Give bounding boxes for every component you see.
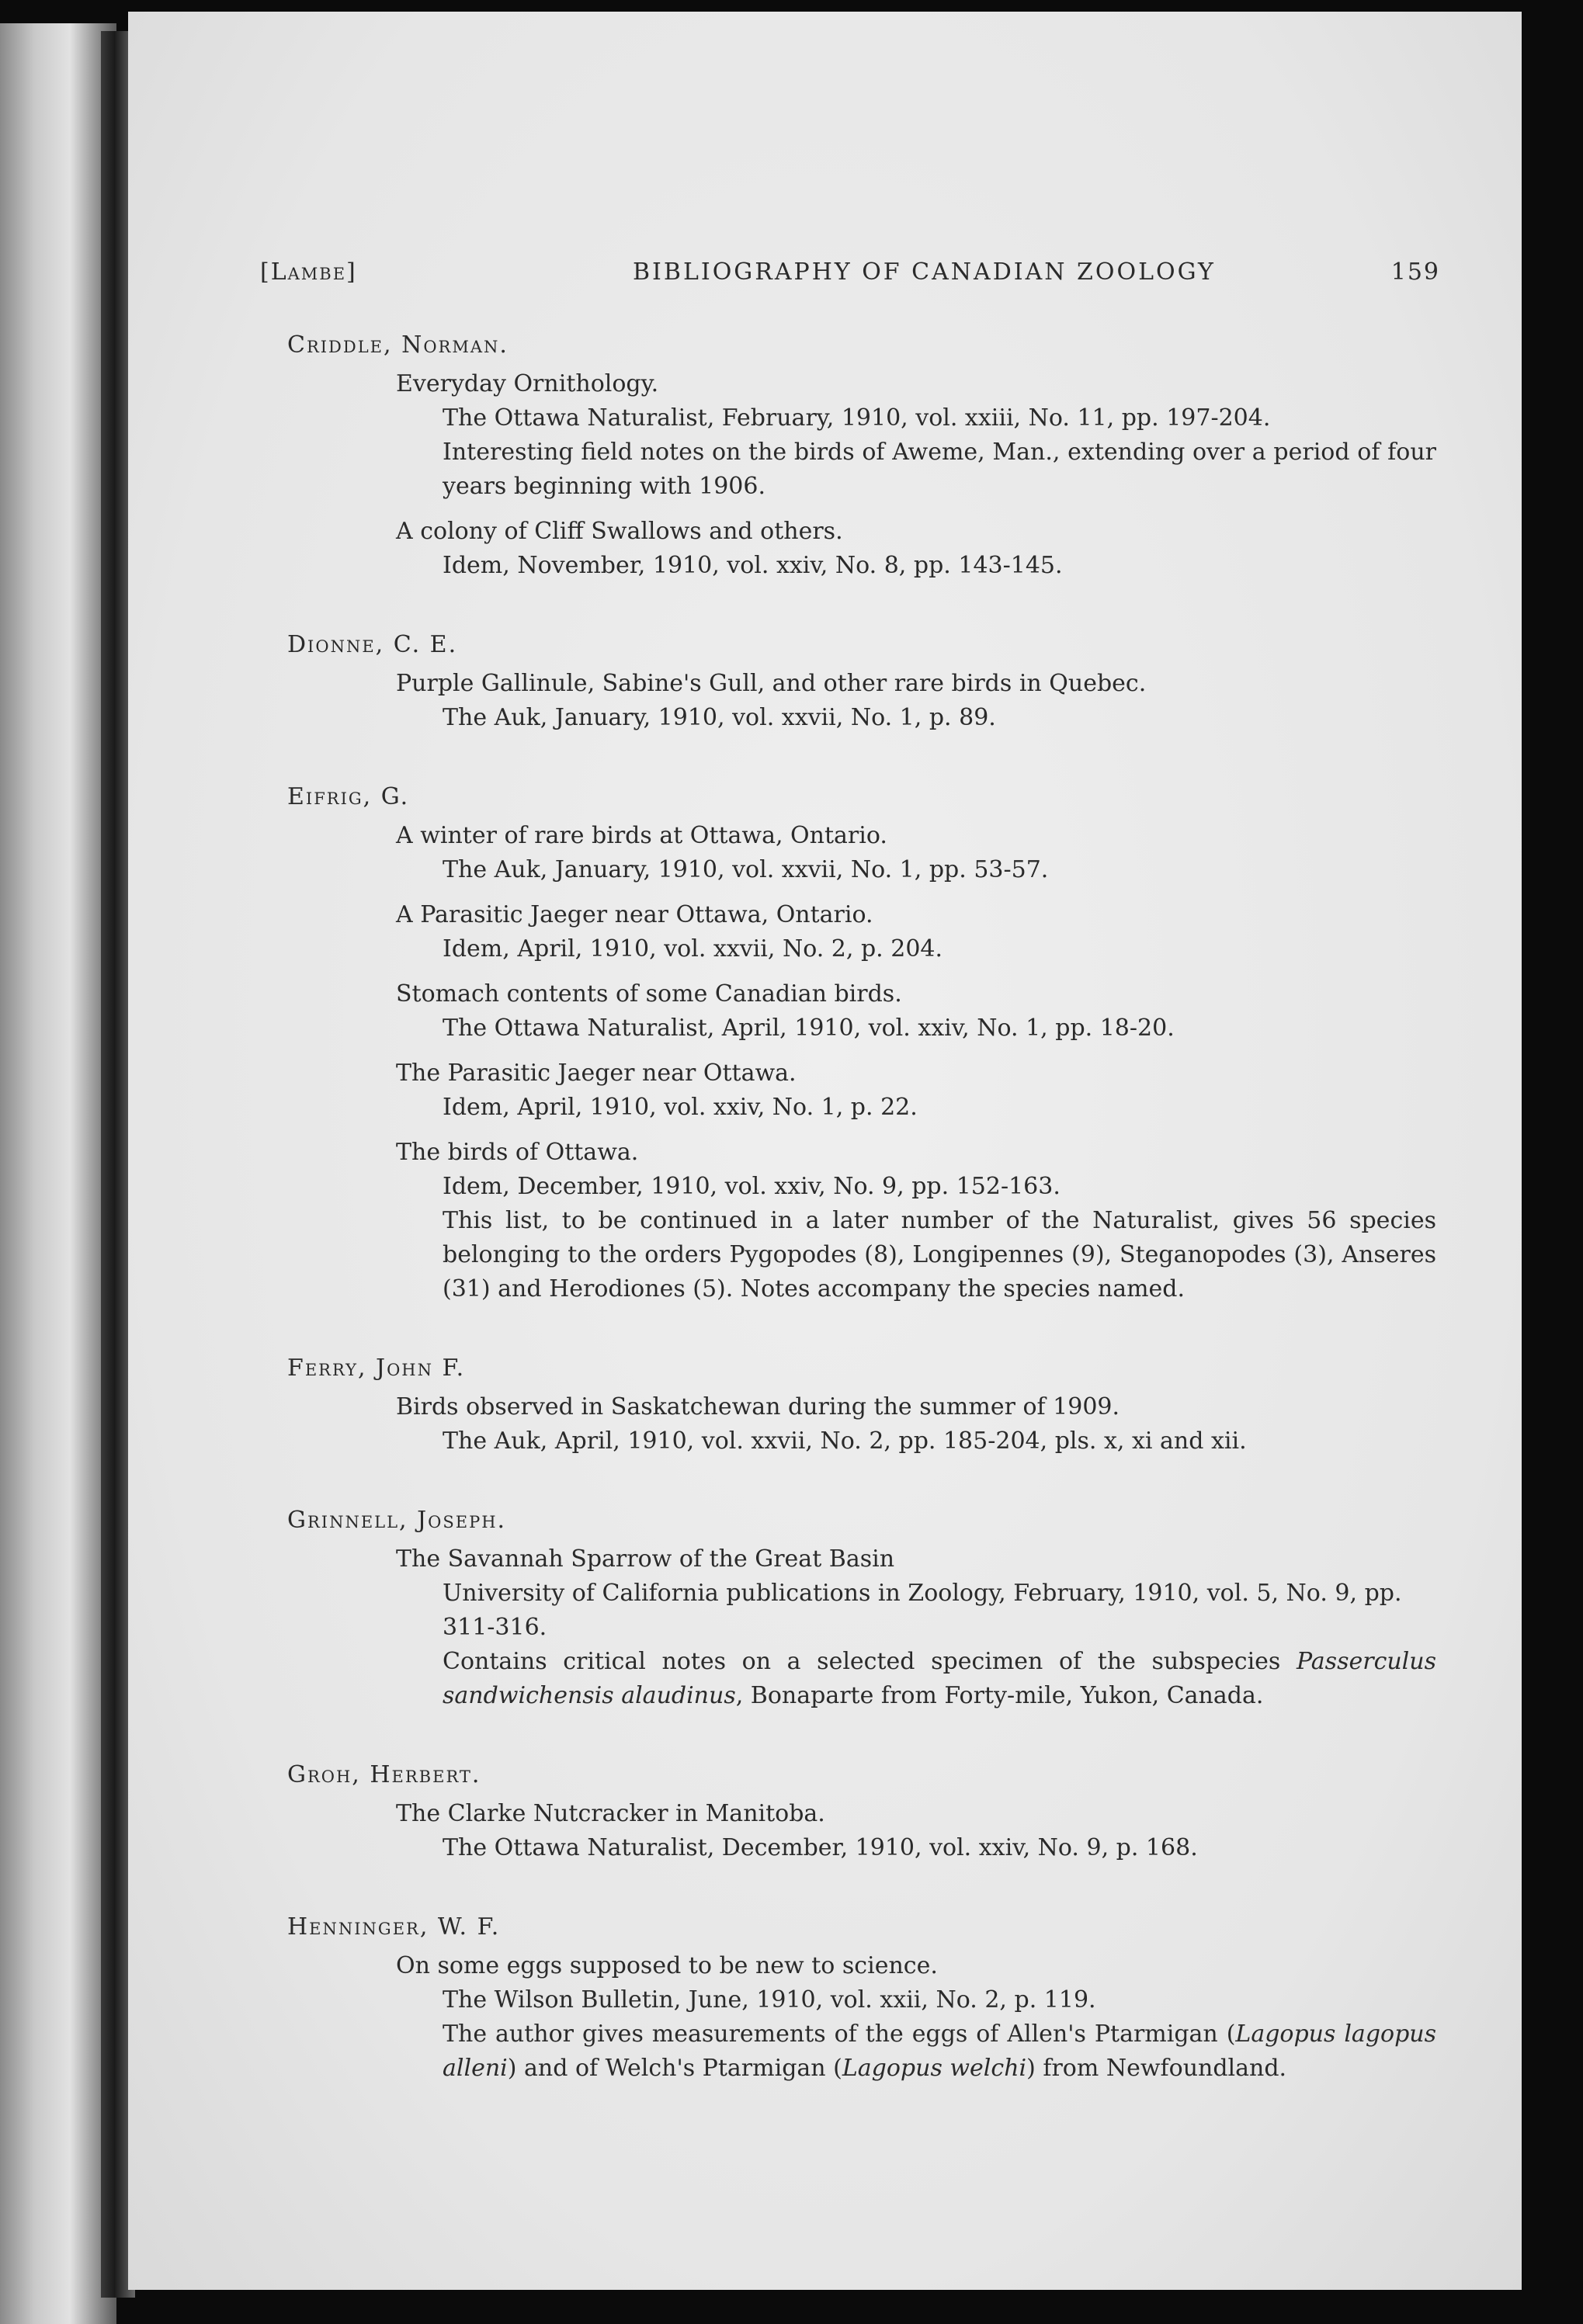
- header-title: BIBLIOGRAPHY OF CANADIAN ZOOLOGY: [633, 258, 1216, 286]
- work-item: [287, 515, 1436, 583]
- work-publication: University of California publications in Zoology, February, 1910, vol. 5, No. 9, pp. 311-316.: [443, 1580, 1402, 1641]
- entry-ferry: [287, 1351, 1436, 1459]
- entry-henninger: [287, 1910, 1436, 2086]
- note-text: ) and of Welch's Ptarmigan (: [507, 2055, 842, 2082]
- work-item: [287, 898, 1436, 966]
- entry-dionne: [287, 628, 1436, 735]
- species-name: Lagopus welchi: [842, 2055, 1027, 2082]
- work-publication: The Auk, January, 1910, vol. xxvii, No. 1, pp. 53-57.: [443, 856, 1049, 883]
- work-title: The Parasitic Jaeger near Ottawa.: [396, 1060, 797, 1087]
- work-title: The birds of Ottawa.: [396, 1139, 639, 1166]
- work-publication: The Auk, January, 1910, vol. xxvii, No. 1, p. 89.: [443, 704, 996, 731]
- work-title: The Clarke Nutcracker in Manitoba.: [396, 1800, 825, 1827]
- work-publication: Idem, April, 1910, vol. xxvii, No. 2, p. 204.: [443, 935, 943, 963]
- work-publication: The Ottawa Naturalist, December, 1910, vol. xxiv, No. 9, p. 168.: [443, 1834, 1198, 1861]
- work-publication: The Ottawa Naturalist, April, 1910, vol. xxiv, No. 1, pp. 18-20.: [443, 1015, 1175, 1042]
- page: [128, 12, 1522, 2290]
- work-title: Purple Gallinule, Sabine's Gull, and other rare birds in Quebec.: [396, 670, 1147, 697]
- bibliography-content: [287, 328, 1436, 2131]
- note-text: Contains critical notes on a selected specimen of the subspecies: [443, 1648, 1297, 1675]
- page-number: 159: [1390, 258, 1440, 286]
- entry-eifrig: [287, 780, 1436, 1306]
- species-name: Passerculus sandwichensis alaudinus: [443, 1648, 1436, 1709]
- note-text: ) from Newfoundland.: [1026, 2055, 1287, 2082]
- work-publication: The Wilson Bulletin, June, 1910, vol. xxii, No. 2, p. 119.: [443, 1986, 1096, 2014]
- work-note: This list, to be continued in a later number of the Naturalist, gives 56 species belonging to the orders Pygopodes (8), Longipennes (9), Steganopodes (3), Anseres (31) and Herodiones (5). Notes accompany the species named.: [443, 1207, 1436, 1302]
- work-item: [287, 367, 1436, 504]
- work-item: [287, 1797, 1436, 1865]
- work-title: Stomach contents of some Canadian birds.: [396, 980, 902, 1008]
- work-publication: The Ottawa Naturalist, February, 1910, vol. xxiii, No. 11, pp. 197-204.: [443, 404, 1271, 432]
- entry-author: Eifrig, G.: [287, 783, 410, 810]
- work-title: On some eggs supposed to be new to science.: [396, 1952, 938, 1979]
- work-note: Interesting field notes on the birds of Aweme, Man., extending over a period of four years beginning with 1906.: [443, 439, 1436, 500]
- header-author: [Lambe]: [260, 258, 357, 286]
- work-item: [287, 1136, 1436, 1306]
- entry-author: Dionne, C. E.: [287, 631, 458, 658]
- entry-groh: [287, 1758, 1436, 1865]
- work-item: [287, 1056, 1436, 1125]
- facing-page-edge: [0, 23, 116, 2324]
- work-item: [287, 1949, 1436, 2086]
- work-publication: Idem, November, 1910, vol. xxiv, No. 8, pp. 143-145.: [443, 552, 1063, 579]
- work-title: Everyday Ornithology.: [396, 370, 659, 397]
- work-publication: Idem, December, 1910, vol. xxiv, No. 9, pp. 152-163.: [443, 1173, 1061, 1200]
- work-publication: The Auk, April, 1910, vol. xxvii, No. 2, pp. 185-204, pls. x, xi and xii.: [443, 1427, 1247, 1455]
- entry-author: Henninger, W. F.: [287, 1913, 501, 1941]
- note-text: , Bonaparte from Forty-mile, Yukon, Canada.: [735, 1682, 1264, 1709]
- work-title: A Parasitic Jaeger near Ottawa, Ontario.: [396, 901, 873, 928]
- running-header: [260, 258, 1440, 290]
- work-note: [287, 2017, 1436, 2086]
- species-name: Lagopus lagopus alleni: [443, 2020, 1437, 2082]
- work-note: [287, 1645, 1436, 1713]
- work-item: [287, 1542, 1436, 1713]
- work-title: A winter of rare birds at Ottawa, Ontario.: [396, 822, 887, 849]
- entry-author: Groh, Herbert.: [287, 1761, 481, 1788]
- entry-author: Criddle, Norman.: [287, 331, 509, 359]
- entry-author: Grinnell, Joseph.: [287, 1507, 507, 1534]
- work-title: A colony of Cliff Swallows and others.: [396, 518, 843, 545]
- work-title: The Savannah Sparrow of the Great Basin: [396, 1545, 895, 1573]
- work-item: [287, 977, 1436, 1046]
- work-item: [287, 667, 1436, 735]
- entry-criddle: [287, 328, 1436, 583]
- note-text: The author gives measurements of the eggs of Allen's Ptarmigan (: [443, 2020, 1236, 2048]
- work-title: Birds observed in Saskatchewan during the summer of 1909.: [396, 1393, 1120, 1420]
- work-item: [287, 1390, 1436, 1459]
- work-publication: Idem, April, 1910, vol. xxiv, No. 1, p. 22.: [443, 1094, 918, 1121]
- work-item: [287, 819, 1436, 887]
- entry-grinnell: [287, 1504, 1436, 1713]
- entry-author: Ferry, John F.: [287, 1355, 466, 1382]
